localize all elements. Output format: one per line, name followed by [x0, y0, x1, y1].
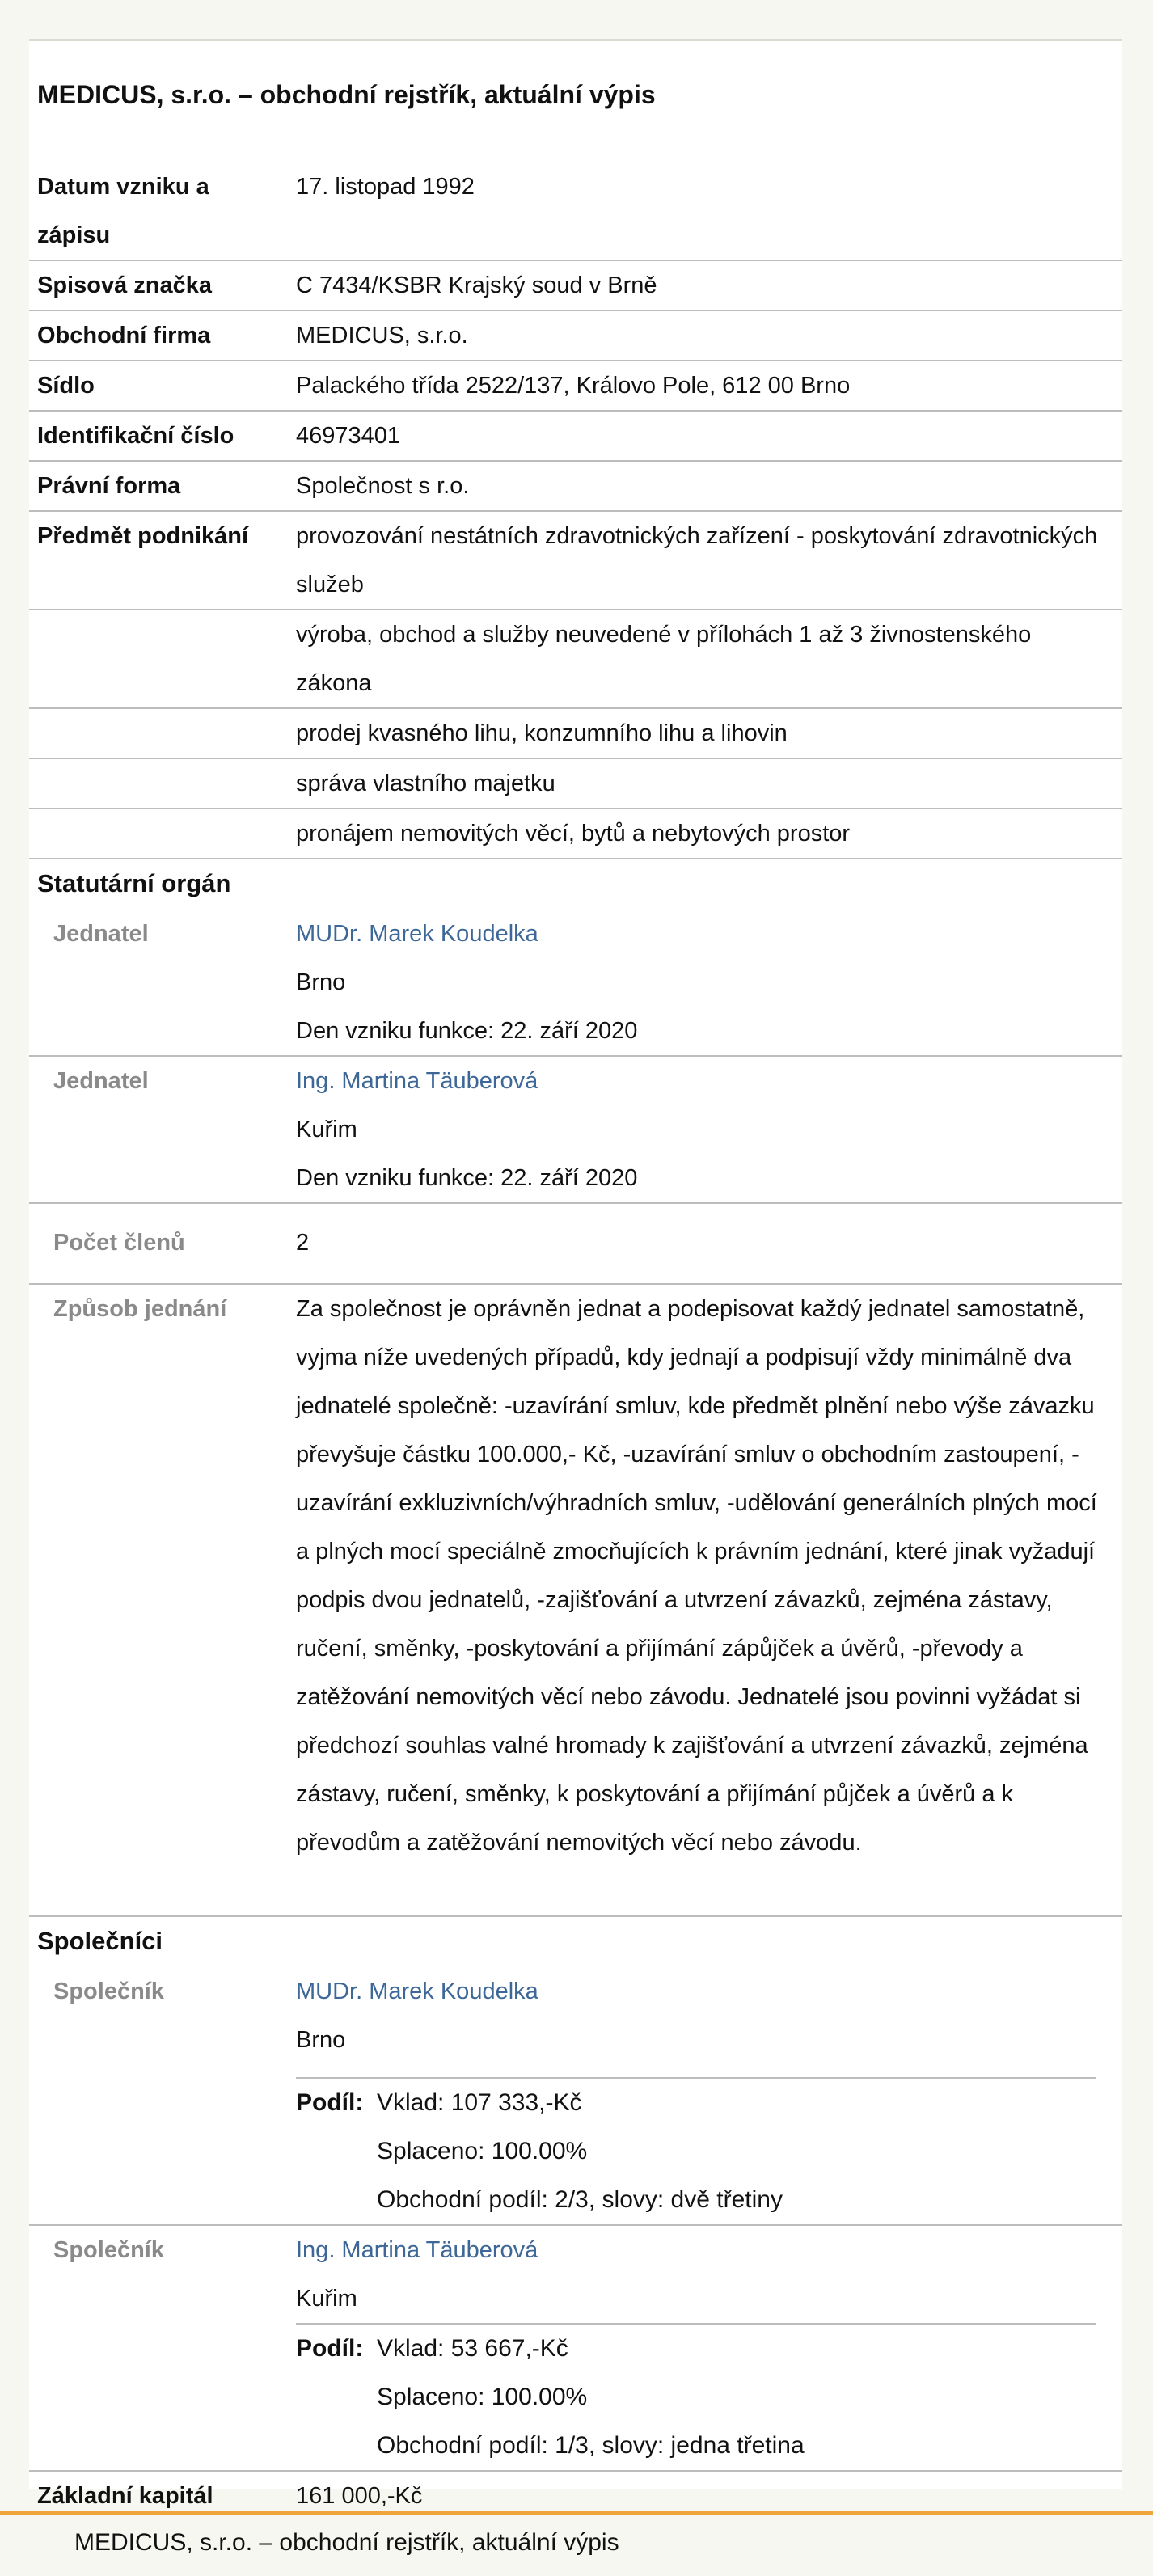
page-title: MEDICUS, s.r.o. – obchodní rejstřík, aktuální výpis: [37, 80, 656, 109]
value-ico: 46973401: [296, 423, 401, 449]
value-datum-vzniku: 17. listopad 1992: [296, 174, 475, 200]
value-sidlo: Palackého třída 2522/137, Královo Pole, 612 00 Brno: [296, 373, 851, 399]
role-label: Společník: [53, 2237, 164, 2263]
value-predmet-item: výroba, obchod a služby neuvedené v přílohách 1 až 3 živnostenského zákona: [296, 622, 1032, 696]
label-obchodni-firma: Obchodní firma: [37, 323, 211, 348]
label-pocet-clenu: Počet členů: [53, 1230, 185, 1256]
member-name-link[interactable]: Ing. Martina Täuberová: [296, 2237, 538, 2263]
label-sidlo: Sídlo: [37, 373, 95, 399]
share-vklad: Vklad: 53 667,-Kč: [377, 2335, 568, 2362]
statutar-member: [29, 910, 1122, 1057]
footer-title: MEDICUS, s.r.o. – obchodní rejstřík, aktuální výpis: [74, 2529, 619, 2556]
row-predmet-5: [29, 809, 1122, 859]
share-block: [296, 2323, 1096, 2470]
row-pocet-clenu: [29, 1218, 1122, 1285]
member-name-link[interactable]: Ing. Martina Täuberová: [296, 1068, 538, 1094]
value-predmet-item: prodej kvasného lihu, konzumního lihu a lihovin: [296, 720, 788, 746]
role-label: Jednatel: [53, 921, 149, 947]
label-spisova-znacka: Spisová značka: [37, 272, 212, 298]
label-zakladni-kapital: Základní kapitál: [37, 2483, 213, 2509]
extract-card: [29, 39, 1122, 2509]
value-pravni-forma: Společnost s r.o.: [296, 473, 470, 499]
row-predmet-1: [29, 512, 1122, 610]
share-label: Podíl:: [296, 2089, 364, 2116]
row-sidlo: [29, 361, 1122, 412]
share-splaceno: Splaceno: 100.00%: [377, 2384, 588, 2410]
value-pocet-clenu: 2: [296, 1230, 310, 1256]
member-place: Kuřim: [296, 1117, 357, 1142]
section-spolecnici: Společníci: [37, 1927, 163, 1955]
share-vklad: Vklad: 107 333,-Kč: [377, 2089, 582, 2116]
row-pravni-forma: [29, 462, 1122, 512]
value-predmet-item: pronájem nemovitých věcí, bytů a nebytových prostor: [296, 821, 851, 847]
label-ico: Identifikační číslo: [37, 423, 234, 449]
value-spisova-znacka: C 7434/KSBR Krajský soud v Brně: [296, 272, 657, 298]
spolecnik-member: [29, 2226, 1122, 2472]
member-since: Den vzniku funkce: 22. září 2020: [296, 1018, 638, 1044]
value-zakladni-kapital: 161 000,-Kč: [296, 2483, 423, 2509]
row-zpusob-jednani: [29, 1285, 1122, 1917]
section-statutarni-organ: Statutární orgán: [37, 869, 231, 897]
row-spisova-znacka: [29, 261, 1122, 311]
member-since: Den vzniku funkce: 22. září 2020: [296, 1165, 638, 1191]
label-predmet-podnikani: Předmět podnikání: [37, 523, 249, 549]
statutar-member: [29, 1057, 1122, 1204]
footer: [0, 2511, 1153, 2576]
share-obchodni-podil: Obchodní podíl: 2/3, slovy: dvě třetiny: [377, 2186, 783, 2213]
member-name-link[interactable]: MUDr. Marek Koudelka: [296, 921, 538, 947]
row-predmet-4: [29, 759, 1122, 809]
row-ico: [29, 412, 1122, 462]
role-label: Společník: [53, 1978, 164, 2004]
member-place: Kuřim: [296, 2286, 357, 2312]
row-obchodni-firma: [29, 311, 1122, 361]
share-block: [296, 2077, 1096, 2224]
share-splaceno: Splaceno: 100.00%: [377, 2138, 588, 2164]
share-label: Podíl:: [296, 2335, 364, 2362]
member-name-link[interactable]: MUDr. Marek Koudelka: [296, 1978, 538, 2004]
value-zpusob-jednani: Za společnost je oprávněn jednat a podepisovat každý jednatel samostatně, vyjma níže uvedených případů, kdy jednají a podpisují vždy minimálně dva jednatelé společně: -uzavírání smluv, kde předmět plnění nebo výše závazku převyšuje částku 100.000,- Kč, -uzavírání smluv o obchodním zastoupení, -uzavírání exkluzivních/výhradních smluv, -udělování generálních plných mocí a plných mocí speciálně zmocňujících k právním jednání, které jinak vyžadují podpis dvou jednatelů, -zajišťování a utvrzení závazků, zejména zástavy, ručení, směnky, -poskytování a přijímání zápůjček a úvěrů, -převody a zatěžování nemovitých věcí nebo závodu. Jednatelé jsou povinni vyžádat si předchozí souhlas valné hromady k zajišťování a utvrzení závazků, zejména zástavy, ručení, směnky, k poskytování a přijímání půjček a úvěrů a k převodům a zatěžování nemovitých věcí nebo závodu.: [296, 1296, 1097, 1856]
spolecnik-member: [29, 1967, 1122, 2226]
member-place: Brno: [296, 969, 346, 995]
member-place: Brno: [296, 2027, 346, 2053]
role-label: Jednatel: [53, 1068, 149, 1094]
label-pravni-forma: Právní forma: [37, 473, 181, 499]
share-obchodni-podil: Obchodní podíl: 1/3, slovy: jedna třetina: [377, 2432, 805, 2459]
row-predmet-2: [29, 610, 1122, 709]
value-predmet-item: provozování nestátních zdravotnických zařízení - poskytování zdravotnických služeb: [296, 523, 1098, 598]
value-predmet-item: správa vlastního majetku: [296, 771, 555, 796]
value-obchodni-firma: MEDICUS, s.r.o.: [296, 323, 468, 348]
label-datum-vzniku: Datum vzniku a zápisu: [37, 174, 209, 248]
row-datum-vzniku: [29, 163, 1122, 261]
row-predmet-3: [29, 709, 1122, 759]
label-zpusob-jednani: Způsob jednání: [53, 1296, 227, 1322]
